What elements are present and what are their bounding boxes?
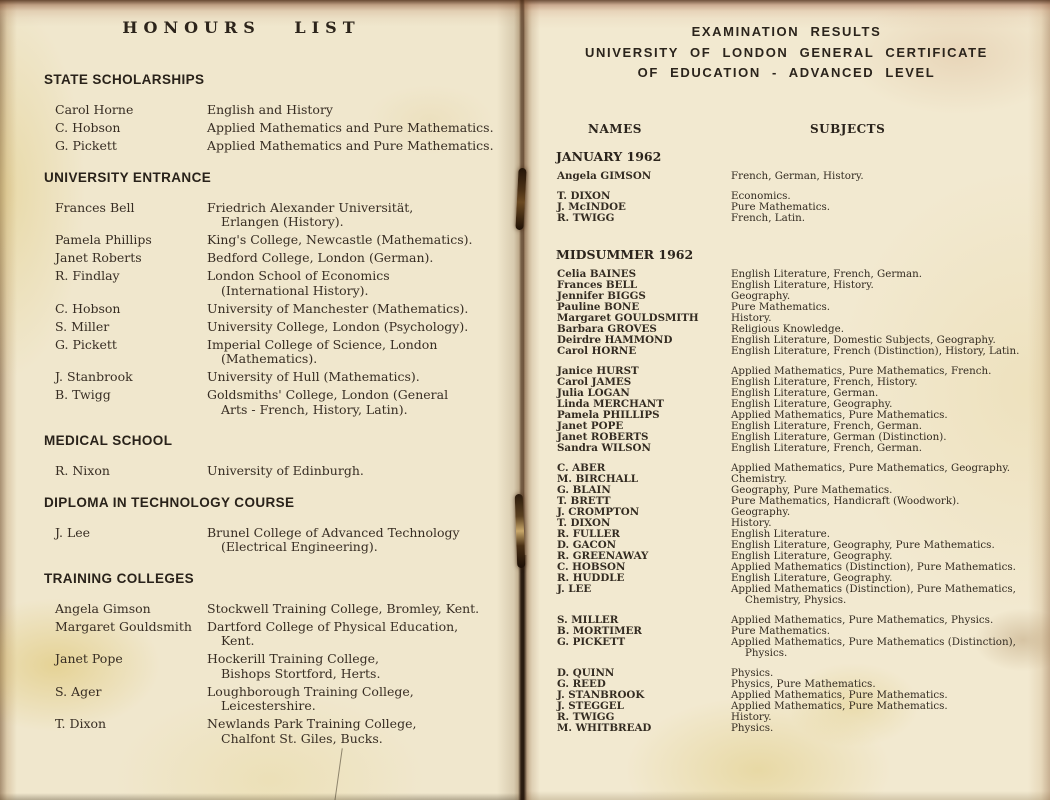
result-subjects: English Literature, French (Distinction), History, Latin. (731, 344, 1020, 357)
result-row (557, 324, 1050, 335)
result-row (557, 421, 1050, 432)
result-subjects: Applied Mathematics, Pure Mathematics (Distinction), Physics. (731, 635, 1016, 659)
entry-detail-line: Imperial College of Science, London (207, 336, 438, 352)
result-row (557, 668, 1050, 679)
entry-detail-line: English and History (207, 102, 333, 117)
result-name: G. REED (557, 677, 606, 690)
exam-section (523, 150, 1050, 224)
result-subjects: Applied Mathematics, Pure Mathematics, French. (731, 364, 992, 377)
entry-detail-line: University of Manchester (Mathematics). (207, 300, 469, 316)
entry-detail (207, 526, 519, 555)
result-subjects: Geography. (731, 505, 791, 518)
result-group (523, 668, 1050, 734)
result-row (557, 540, 1050, 551)
entry-detail (207, 201, 519, 230)
section-heading: TRAINING COLLEGES (44, 570, 195, 586)
result-subjects: English Literature, Geography. (731, 549, 893, 562)
result-row (557, 202, 1050, 213)
result-name: Linda MERCHANT (557, 397, 664, 410)
result-name: Deirdre HAMMOND (557, 333, 673, 346)
entry-detail-line: Applied Mathematics and Pure Mathematics. (207, 120, 494, 135)
entry-detail (207, 251, 519, 266)
result-name: Janice HURST (557, 364, 639, 377)
result-subjects: English Literature. (731, 527, 830, 540)
result-row (557, 712, 1050, 723)
result-subjects: English Literature, German. (731, 386, 879, 399)
entry-detail (207, 302, 519, 317)
exam-section-heading: JANUARY 1962 (556, 148, 662, 164)
result-subjects: Applied Mathematics, Pure Mathematics. (731, 699, 948, 712)
exam-section (523, 248, 1050, 734)
result-row (557, 723, 1050, 734)
entry-name: J. Lee (55, 524, 91, 540)
entry-name: Margaret Gouldsmith (55, 618, 192, 634)
entry-detail (207, 652, 519, 681)
honours-list-title: HONOURS LIST (122, 18, 361, 37)
result-subjects: Applied Mathematics, Pure Mathematics, Geography. (731, 461, 1011, 474)
result-subjects: Religious Knowledge. (731, 322, 844, 335)
entry-detail (207, 464, 519, 479)
result-subjects: English Literature, Geography. (731, 571, 893, 584)
entry-name: B. Twigg (55, 387, 111, 402)
result-group (523, 171, 1050, 182)
result-group (523, 463, 1050, 606)
right-page (523, 0, 1050, 800)
result-row (557, 474, 1050, 485)
result-name: T. DIXON (557, 189, 611, 202)
section-heading: MEDICAL SCHOOL (44, 433, 173, 448)
entry-row (55, 717, 523, 746)
result-name: R. HUDDLE (557, 571, 625, 584)
entry-name: J. Stanbrook (55, 369, 133, 384)
entry-row (55, 652, 523, 681)
result-subjects: English Literature, German (Distinction). (731, 430, 947, 443)
result-subjects: Pure Mathematics. (731, 300, 831, 313)
result-row (557, 432, 1050, 443)
entry-detail-line: Stockwell Training College, Bromley, Kent. (207, 600, 480, 616)
result-name: Janet POPE (557, 419, 624, 432)
entry-row (55, 526, 523, 555)
result-name: J. LEE (557, 582, 592, 595)
entry-detail (207, 103, 519, 118)
result-name: Julia LOGAN (557, 386, 630, 399)
result-name: Carol HORNE (557, 344, 637, 357)
result-group (523, 615, 1050, 659)
entry-name: G. Pickett (55, 138, 117, 153)
result-row (557, 280, 1050, 291)
result-row (557, 213, 1050, 224)
entry-detail-line: Kent. (221, 633, 255, 648)
entry-detail-line: Hockerill Training College, (207, 651, 380, 666)
entry-name: Janet Pope (55, 651, 123, 666)
exam-title-line-3: OF EDUCATION - ADVANCED LEVEL (637, 65, 936, 80)
result-name: C. HOBSON (557, 560, 626, 573)
section-heading: STATE SCHOLARSHIPS (44, 72, 205, 87)
entry-row (55, 269, 523, 298)
result-name: T. BRETT (557, 494, 611, 507)
entry-name: T. Dixon (55, 716, 107, 731)
section-heading: UNIVERSITY ENTRANCE (44, 169, 212, 185)
result-row (557, 615, 1050, 626)
entry-row (55, 233, 523, 248)
result-row (557, 496, 1050, 507)
result-name: J. STANBROOK (557, 688, 645, 701)
entry-row (55, 338, 523, 367)
entry-detail-line: (Mathematics). (221, 351, 318, 366)
result-row (557, 701, 1050, 712)
result-subjects: Applied Mathematics, Pure Mathematics, Physics. (731, 613, 994, 626)
entry-row (55, 685, 523, 714)
entry-name: R. Nixon (55, 463, 110, 478)
result-row (557, 399, 1050, 410)
result-row (557, 518, 1050, 529)
result-subjects: French, Latin. (731, 211, 806, 224)
result-row (557, 346, 1050, 357)
result-subjects: Chemistry. (731, 472, 787, 485)
result-subjects: English Literature, Domestic Subjects, Geography. (731, 333, 996, 346)
entry-detail-line: Bishops Stortford, Herts. (221, 665, 381, 681)
entry-row (55, 121, 523, 136)
result-group (523, 269, 1050, 357)
result-name: C. ABER (557, 461, 606, 474)
result-name: D. GACON (557, 538, 617, 551)
result-subjects: English Literature, Geography, Pure Mathematics. (731, 538, 995, 551)
entry-row (55, 103, 523, 118)
entry-name: C. Hobson (55, 300, 121, 316)
entry-detail (207, 620, 519, 649)
result-row (557, 584, 1050, 606)
entry-row (55, 320, 523, 335)
result-subjects: Pure Mathematics, Handicraft (Woodwork). (731, 494, 960, 507)
honours-sections (0, 73, 523, 746)
entry-detail-line: Newlands Park Training College, (207, 716, 417, 731)
result-name: R. TWIGG (557, 710, 615, 723)
result-row (557, 313, 1050, 324)
entry-detail-line: Loughborough Training College, (207, 683, 414, 699)
entry-detail (207, 602, 519, 617)
result-subjects: Physics, Pure Mathematics. (731, 677, 876, 690)
result-name: S. MILLER (557, 613, 619, 626)
exam-section-heading: MIDSUMMER 1962 (556, 246, 694, 262)
entry-name: R. Findlay (55, 268, 120, 283)
result-row (557, 335, 1050, 346)
result-subjects: History. (731, 516, 772, 529)
entry-detail-line: University of Edinburgh. (207, 463, 364, 478)
result-row (557, 410, 1050, 421)
entry-name: S. Miller (55, 318, 110, 334)
entry-detail (207, 320, 519, 335)
result-subjects: English Literature, French, German. (731, 419, 923, 432)
entry-detail-line: Friedrich Alexander Universität, (207, 199, 414, 215)
result-name: Pamela PHILLIPS (557, 408, 660, 421)
result-group (523, 191, 1050, 224)
entry-row (55, 464, 523, 479)
result-name: R. GREENAWAY (557, 549, 649, 562)
entry-row (55, 388, 523, 417)
result-group (523, 366, 1050, 454)
result-subjects: English Literature, French, German. (731, 267, 923, 280)
result-subjects: Pure Mathematics. (731, 200, 831, 213)
result-subjects: Physics. (731, 666, 774, 679)
result-name: J. CROMPTON (557, 505, 640, 518)
entry-detail (207, 685, 519, 714)
entry-detail-line: Leicestershire. (221, 698, 316, 713)
result-name: D. QUINN (557, 666, 615, 679)
entry-detail-line: Arts - French, History, Latin). (221, 401, 408, 417)
result-row (557, 463, 1050, 474)
result-subjects: Physics. (731, 721, 774, 734)
left-page (0, 0, 523, 800)
entry-row (55, 201, 523, 230)
entry-detail-line: London School of Economics (207, 268, 390, 283)
entry-row (55, 302, 523, 317)
entry-detail-line: Dartford College of Physical Education, (207, 618, 459, 634)
result-subjects: Pure Mathematics. (731, 624, 831, 637)
entry-detail-line: University of Hull (Mathematics). (207, 369, 420, 384)
result-name: T. DIXON (557, 516, 611, 529)
entry-name: Pamela Phillips (55, 232, 152, 247)
column-headers (588, 122, 1050, 136)
entry-detail-line: (Electrical Engineering). (221, 539, 378, 554)
result-subjects: Applied Mathematics, Pure Mathematics. (731, 688, 948, 701)
entry-row (55, 370, 523, 385)
result-row (557, 562, 1050, 573)
result-subjects: Applied Mathematics (Distinction), Pure Mathematics, Chemistry, Physics. (731, 582, 1016, 606)
entry-detail-line: Brunel College of Advanced Technology (207, 524, 460, 540)
result-subjects: English Literature, French, History. (731, 375, 918, 388)
result-row (557, 366, 1050, 377)
result-subjects: English Literature, History. (731, 278, 874, 291)
result-subjects: English Literature, Geography. (731, 397, 893, 410)
entry-name: Frances Bell (55, 199, 135, 215)
result-row (557, 191, 1050, 202)
result-subjects: History. (731, 710, 772, 723)
entry-name: Janet Roberts (55, 250, 142, 265)
result-row (557, 679, 1050, 690)
entry-detail (207, 717, 519, 746)
result-row (557, 637, 1050, 659)
result-row (557, 291, 1050, 302)
result-name: Sandra WILSON (557, 441, 651, 454)
result-name: Celia BAINES (557, 267, 637, 280)
result-row (557, 302, 1050, 313)
entry-detail-line: Bedford College, London (German). (207, 250, 434, 265)
result-row (557, 507, 1050, 518)
entry-row (55, 620, 523, 649)
entry-detail (207, 370, 519, 385)
entry-detail (207, 388, 519, 417)
entry-name: C. Hobson (55, 120, 121, 135)
result-name: R. FULLER (557, 527, 620, 540)
result-subjects: Geography. (731, 289, 791, 302)
entry-detail-line: Erlangen (History). (221, 214, 344, 229)
result-row (557, 377, 1050, 388)
result-row (557, 529, 1050, 540)
result-subjects: Applied Mathematics, Pure Mathematics. (731, 408, 948, 421)
entry-detail (207, 139, 519, 154)
result-name: J. STEGGEL (557, 699, 624, 712)
result-row (557, 443, 1050, 454)
entry-detail (207, 269, 519, 298)
result-name: Frances BELL (557, 278, 637, 291)
section-heading: DIPLOMA IN TECHNOLOGY COURSE (44, 494, 295, 510)
exam-title-line-1: EXAMINATION RESULTS (691, 24, 882, 39)
result-name: G. PICKETT (557, 635, 626, 648)
entry-detail-line: Chalfont St. Giles, Bucks. (221, 730, 383, 746)
result-subjects: Geography, Pure Mathematics. (731, 483, 893, 496)
result-subjects: History. (731, 311, 772, 324)
result-name: M. BIRCHALL (557, 472, 639, 485)
result-row (557, 269, 1050, 280)
result-name: M. WHITBREAD (557, 721, 652, 734)
entry-detail (207, 338, 519, 367)
result-name: B. MORTIMER (557, 624, 642, 637)
result-name: Janet ROBERTS (557, 430, 649, 443)
entry-detail-line: King's College, Newcastle (Mathematics). (207, 232, 473, 247)
entry-row (55, 251, 523, 266)
entry-name: S. Ager (55, 683, 102, 699)
entry-name: Angela Gimson (55, 600, 151, 616)
result-name: Jennifer BIGGS (557, 289, 646, 302)
entry-detail-line: Applied Mathematics and Pure Mathematics. (207, 138, 494, 153)
entry-name: Carol Horne (55, 102, 134, 117)
exam-title-line-2: UNIVERSITY OF LONDON GENERAL CERTIFICATE (585, 44, 988, 60)
result-name: G. BLAIN (557, 483, 611, 496)
result-subjects: Economics. (731, 189, 791, 202)
result-row (557, 626, 1050, 637)
result-row (557, 485, 1050, 496)
result-row (557, 388, 1050, 399)
exam-sections (523, 150, 1050, 734)
result-subjects: English Literature, French, German. (731, 441, 923, 454)
result-row (557, 171, 1050, 182)
exam-results-title (523, 22, 1050, 84)
entry-detail (207, 121, 519, 136)
entry-detail (207, 233, 519, 248)
entry-detail-line: (International History). (221, 282, 369, 298)
subjects-column-header: SUBJECTS (810, 121, 886, 136)
paper-crack (334, 748, 343, 800)
result-row (557, 690, 1050, 701)
entry-detail-line: University College, London (Psychology). (207, 318, 469, 334)
entry-row (55, 139, 523, 154)
result-subjects: French, German, History. (731, 169, 864, 182)
result-name: R. TWIGG (557, 211, 615, 224)
result-name: Barbara GROVES (557, 322, 657, 335)
entry-name: G. Pickett (55, 336, 117, 352)
result-name: Margaret GOULDSMITH (557, 311, 699, 324)
result-row (557, 551, 1050, 562)
entry-detail-line: Goldsmiths' College, London (General (207, 387, 449, 402)
result-name: Pauline BONE (557, 300, 640, 313)
result-subjects: Applied Mathematics (Distinction), Pure Mathematics. (731, 560, 1016, 573)
result-name: Carol JAMES (557, 375, 632, 388)
result-row (557, 573, 1050, 584)
result-name: J. McINDOE (557, 200, 626, 213)
result-name: Angela GIMSON (557, 169, 652, 182)
names-column-header: NAMES (588, 121, 642, 136)
entry-row (55, 602, 523, 617)
